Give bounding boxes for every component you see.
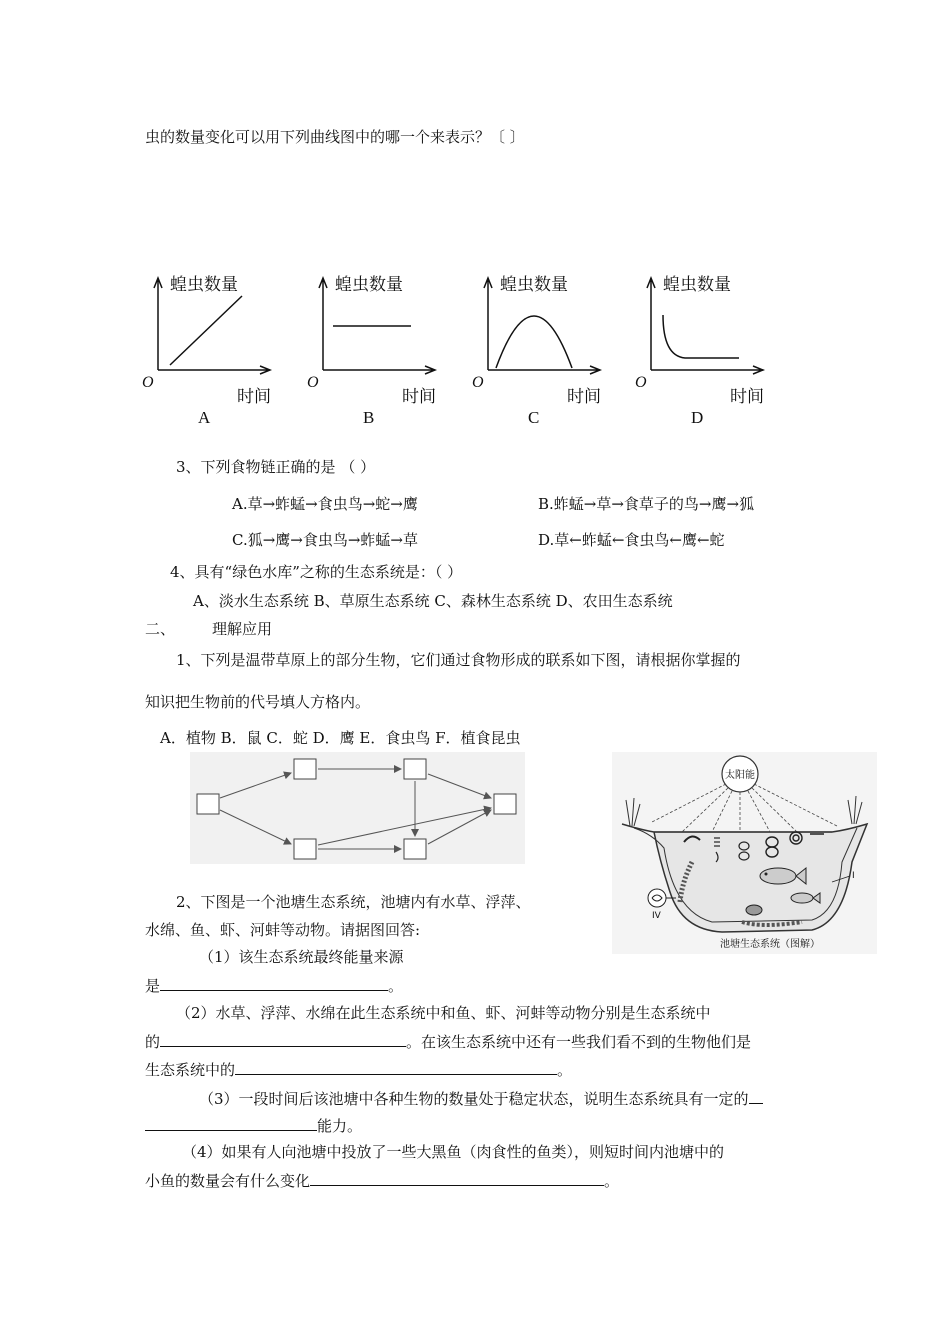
question-3-option-d: D.草←蚱蜢←食虫鸟←鹰←蛇: [538, 531, 725, 549]
sub-question-3-text: （3）一段时间后该池塘中各种生物的数量处于稳定状态，说明生态系统具有一定的: [199, 1090, 749, 1108]
graph-d: [633, 270, 773, 430]
answer-blank-2a[interactable]: [160, 1032, 406, 1047]
answer-box-bottom-right: [404, 839, 426, 859]
answer-blank-4[interactable]: [310, 1171, 604, 1186]
x-axis-label: 时间: [730, 387, 764, 407]
problem-1-line-1: 1、下列是温带草原上的部分生物，它们通过食物形成的联系如下图，请根据你掌握的: [176, 651, 741, 669]
sub-question-2-tail-text: 生态系统中的: [145, 1061, 236, 1079]
graph-option-letter: C: [528, 408, 540, 427]
problem-2-line-1: 2、下图是一个池塘生态系统，池塘内有水草、浮萍、: [176, 893, 531, 911]
organism-list: A．植物 B．鼠 C．蛇 D．鹰 E．食虫鸟 F．植食昆虫: [160, 729, 521, 747]
question-3-stem: 3、下列食物链正确的是 （ ）: [176, 458, 376, 476]
graph-curve: [170, 296, 242, 365]
graph-curve: [663, 315, 739, 358]
sub-question-1-end: 。: [388, 977, 404, 995]
sub-question-2-end: 。: [557, 1061, 573, 1079]
y-axis: [484, 278, 492, 370]
sub-question-1: （1）该生态系统最终能量来源: [199, 948, 404, 966]
section-2-number: 二、: [145, 620, 176, 638]
pond-caption: 池塘生态系统（图解）: [720, 939, 820, 950]
problem-2-line-2: 水绵、鱼、虾、河蚌等动物。请据图回答:: [145, 921, 421, 939]
sub-question-1-line: [145, 976, 403, 995]
question-3-option-b: B.蚱蜢→草→食草子的鸟→鹰→狐: [538, 495, 755, 513]
origin-label: O: [472, 374, 484, 391]
graph-a: [140, 270, 280, 430]
graph-option-letter: B: [363, 408, 375, 427]
food-web-diagram: [190, 752, 525, 864]
decomposer-icon: [648, 889, 666, 907]
label-i: I: [852, 871, 855, 881]
answer-blank-1[interactable]: [160, 976, 388, 991]
sub-question-4-line: [145, 1171, 619, 1190]
mussel-icon: [746, 905, 762, 915]
answer-blank-3a[interactable]: [749, 1089, 763, 1104]
sub-question-2: （2）水草、浮萍、水绵在此生态系统中和鱼、虾、河蚌等动物分别是生态系统中: [176, 1004, 711, 1022]
sub-question-4: （4）如果有人向池塘中投放了一些大黑鱼（肉食性的鱼类），则短时间内池塘中的: [182, 1143, 725, 1161]
x-axis: [323, 366, 435, 374]
problem-1-line-2: 知识把生物前的代号填人方格内。: [145, 693, 371, 711]
graph-option-letter: A: [198, 408, 211, 427]
sub-question-2-tail: [145, 1060, 572, 1079]
sub-question-2-middle: 。在该生态系统中还有一些我们看不到的生物他们是: [406, 1033, 752, 1051]
sun-label: 太阳能: [725, 770, 755, 781]
answer-box-bottom-middle: [294, 839, 316, 859]
x-axis: [488, 366, 600, 374]
answer-box-left: [197, 794, 219, 814]
x-axis-label: 时间: [567, 387, 601, 407]
y-axis-label: 蝗虫数量: [170, 275, 238, 295]
question-4-stem: 4、具有“绿色水库”之称的生态系统是：（ ）: [170, 563, 463, 581]
label-iv: IV: [652, 911, 661, 921]
answer-blank-2b[interactable]: [235, 1060, 557, 1075]
origin-label: O: [307, 374, 319, 391]
x-axis-label: 时间: [237, 387, 271, 407]
sub-question-4-end: 。: [604, 1172, 620, 1190]
pond-ecosystem-diagram: [612, 752, 877, 954]
answer-box-top-right: [404, 759, 426, 779]
graph-option-letter: D: [691, 408, 704, 427]
sub-question-2-line: [145, 1032, 751, 1051]
graph-c: [470, 270, 610, 430]
answer-box-right: [494, 794, 516, 814]
answer-blank-3b[interactable]: [145, 1116, 317, 1131]
sub-question-3-line: [145, 1116, 362, 1135]
section-2-title: 理解应用: [212, 620, 273, 638]
y-axis: [154, 278, 162, 370]
graph-curve: [496, 316, 572, 368]
graph-b: [305, 270, 445, 430]
answer-box-top-middle: [294, 759, 316, 779]
y-axis-label: 蝗虫数量: [500, 275, 568, 295]
y-axis-label: 蝗虫数量: [335, 275, 403, 295]
origin-label: O: [142, 374, 154, 391]
y-axis: [647, 278, 655, 370]
sub-question-3: [199, 1089, 763, 1108]
x-axis: [158, 366, 270, 374]
sub-question-1-prefix: 是: [145, 977, 161, 995]
x-axis: [651, 366, 763, 374]
sub-question-4-prefix: 小鱼的数量会有什么变化: [145, 1172, 311, 1190]
sub-question-2-prefix: 的: [145, 1033, 161, 1051]
sub-question-3-end: 能力。: [317, 1117, 363, 1135]
question-2-tail: 虫的数量变化可以用下列曲线图中的哪一个来表示？〔 〕: [145, 128, 525, 146]
x-axis-label: 时间: [402, 387, 436, 407]
y-axis: [319, 278, 327, 370]
question-3-option-c: C.狐→鹰→食虫鸟→蚱蜢→草: [232, 531, 418, 549]
origin-label: O: [635, 374, 647, 391]
question-3-option-a: A.草→蚱蜢→食虫鸟→蛇→鹰: [232, 495, 418, 513]
question-4-options: A、淡水生态系统 B、草原生态系统 C、森林生态系统 D、农田生态系统: [193, 592, 673, 610]
y-axis-label: 蝗虫数量: [663, 275, 731, 295]
